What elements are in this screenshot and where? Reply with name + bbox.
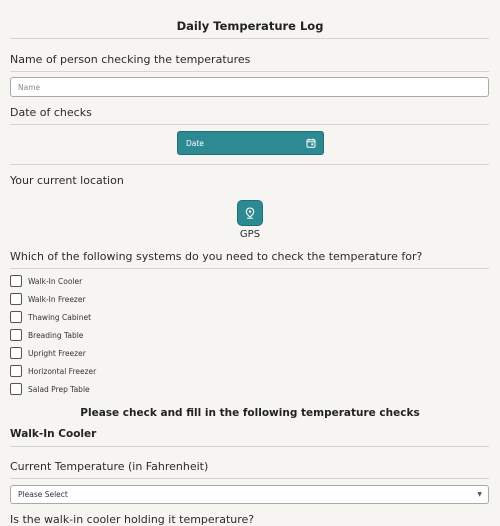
- name-question-label: Name of person checking the temperatures: [10, 53, 251, 66]
- divider: [10, 124, 489, 125]
- system-option-label: Upright Freezer: [28, 348, 86, 358]
- divider: [10, 446, 489, 447]
- system-option-label: Walk-In Cooler: [28, 276, 83, 286]
- system-option-label: Salad Prep Table: [28, 384, 90, 394]
- page-title: Daily Temperature Log: [176, 19, 324, 33]
- system-option-walk-in-freezer[interactable]: [10, 292, 86, 306]
- location-question-label: Your current location: [10, 174, 124, 187]
- checkbox[interactable]: [10, 311, 22, 323]
- checkbox[interactable]: [10, 365, 22, 377]
- system-option-horizontal-freezer[interactable]: [10, 364, 96, 378]
- system-option-salad-prep-table[interactable]: [10, 382, 90, 396]
- location-pin-icon: [244, 204, 256, 223]
- holding-temperature-question-label: Is the walk-in cooler holding it temperature?: [10, 513, 255, 526]
- date-picker-button[interactable]: [177, 131, 324, 155]
- divider: [10, 38, 489, 39]
- checkbox[interactable]: [10, 293, 22, 305]
- name-input[interactable]: [10, 77, 489, 97]
- current-temperature-question-label: Current Temperature (in Fahrenheit): [10, 460, 209, 473]
- checkbox[interactable]: [10, 347, 22, 359]
- gps-label: GPS: [239, 229, 261, 240]
- system-option-walk-in-cooler[interactable]: [10, 274, 82, 288]
- divider: [10, 71, 489, 72]
- date-button-label: Date: [186, 138, 204, 148]
- system-option-label: Walk-In Freezer: [28, 294, 86, 304]
- system-option-label: Horizontal Freezer: [28, 366, 97, 376]
- calendar-icon: [306, 138, 316, 148]
- select-value: Please Select: [18, 490, 68, 499]
- current-temperature-select[interactable]: [10, 485, 489, 504]
- checks-section-heading: Please check and fill in the following temperature checks: [80, 407, 420, 419]
- checkbox[interactable]: [10, 329, 22, 341]
- walk-in-cooler-heading: Walk-In Cooler: [10, 428, 97, 440]
- system-option-breading-table[interactable]: [10, 328, 83, 342]
- divider: [10, 478, 489, 479]
- gps-button[interactable]: [237, 200, 263, 226]
- system-option-label: Thawing Cabinet: [28, 312, 92, 322]
- checkbox[interactable]: [10, 275, 22, 287]
- system-option-upright-freezer[interactable]: [10, 346, 86, 360]
- divider: [10, 164, 489, 165]
- system-option-thawing-cabinet[interactable]: [10, 310, 91, 324]
- date-question-label: Date of checks: [10, 106, 92, 119]
- chevron-down-icon: ▼: [477, 491, 482, 498]
- checkbox[interactable]: [10, 383, 22, 395]
- system-option-label: Breading Table: [28, 330, 84, 340]
- divider: [10, 268, 489, 269]
- systems-question-label: Which of the following systems do you need to check the temperature for?: [10, 250, 423, 263]
